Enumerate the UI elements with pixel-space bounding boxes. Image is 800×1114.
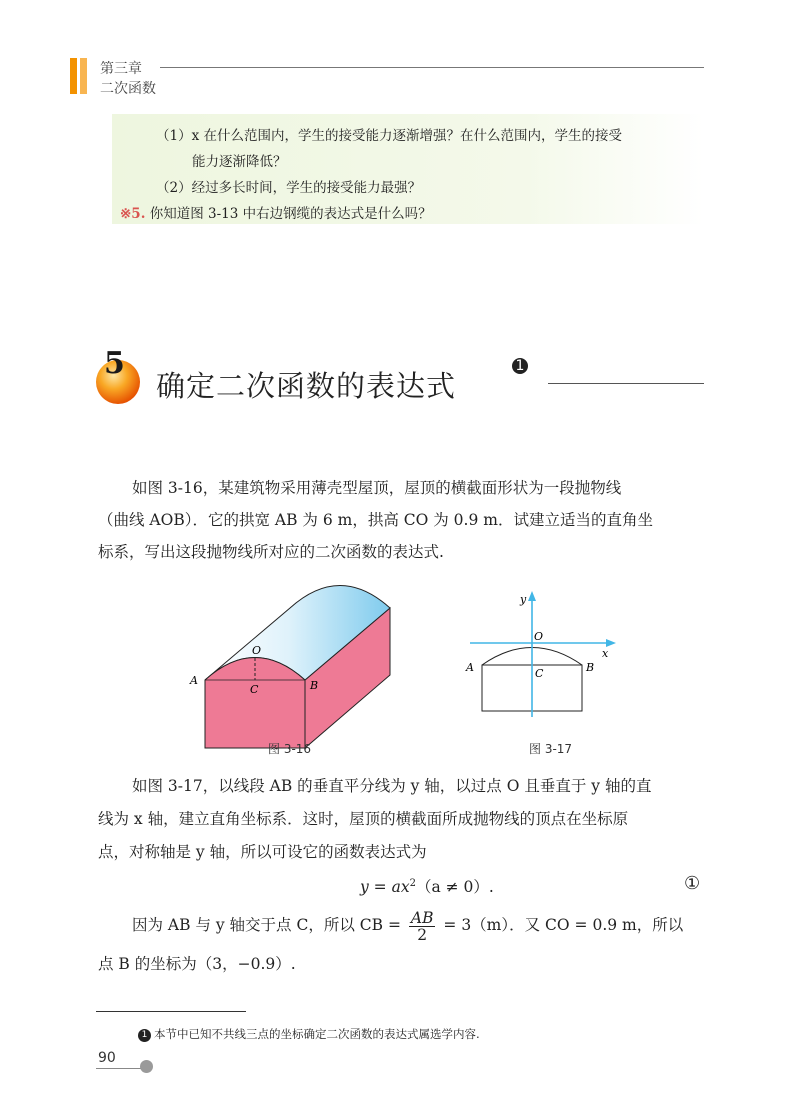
figure-3-17-caption: 图 3-17 [529, 742, 573, 756]
exercise-q5 [120, 202, 432, 222]
exercise-q5-text: 你知道图 3-13 中右边钢缆的表达式是什么吗？ [145, 206, 432, 222]
page-number: 90 [98, 1050, 116, 1066]
formula-1 [360, 868, 494, 903]
para3-line1-a: 因为 AB 与 y 轴交于点 C，所以 CB = [132, 916, 401, 934]
fig16-label-C: C [250, 683, 259, 696]
fig17-label-x: x [602, 647, 609, 660]
figure-3-16-caption: 图 3-16 [268, 742, 312, 756]
fig17-label-C: C [535, 667, 544, 680]
para3-line1-b: = 3（m）．又 CO = 0.9 m，所以 [443, 916, 684, 934]
para3-line2: 点 B 的坐标为（3，−0.9）. [98, 955, 296, 973]
para2-line2: 线为 x 轴，建立直角坐标系．这时，屋顶的横截面所成抛物线的顶点在坐标原 [98, 810, 629, 828]
fig17-label-B: B [586, 661, 595, 674]
exercise-q1-line2: 能力逐渐降低？ [192, 154, 287, 170]
formula-number: ① [684, 873, 701, 894]
figure-3-17 [460, 585, 630, 720]
para2-line3: 点，对称轴是 y 轴，所以可设它的函数表达式为 [98, 843, 427, 861]
fraction-ab-over-2 [409, 910, 436, 943]
footnote [138, 1026, 480, 1042]
footnote-rule [96, 1011, 246, 1012]
para1-line3: 标系，写出这段抛物线所对应的二次函数的表达式. [98, 543, 444, 561]
header-accent-bar-light [80, 58, 87, 94]
fraction-denominator: 2 [417, 925, 428, 944]
header-accent-bar [70, 58, 77, 94]
fig16-label-O: O [252, 644, 262, 657]
formula-condition: （a ≠ 0）. [415, 878, 494, 897]
section-title: 确定二次函数的表达式 [156, 369, 457, 403]
chapter-title: 二次函数 [100, 81, 156, 97]
exercise-q1-line1: （1）x 在什么范围内，学生的接受能力逐渐增强？在什么范围内，学生的接受 [156, 128, 622, 144]
page-number-rule [96, 1068, 144, 1069]
fig16-label-A: A [190, 674, 198, 687]
formula-lhs: y = ax [360, 878, 410, 897]
header-rule [160, 67, 704, 68]
fig17-label-y: y [520, 593, 527, 606]
formula-exponent: 2 [409, 878, 416, 889]
fig16-label-B: B [310, 679, 319, 692]
exercise-q2: （2）经过多长时间，学生的接受能力最强？ [156, 180, 422, 196]
para2-line1: 如图 3-17，以线段 AB 的垂直平分线为 y 轴，以过点 O 且垂直于 y 轴的直 [132, 777, 652, 795]
footnote-mark: 1 [138, 1029, 151, 1042]
page-number-dot [140, 1060, 153, 1073]
fig17-label-A: A [466, 661, 474, 674]
para1-line1: 如图 3-16，某建筑物采用薄壳型屋顶，屋顶的横截面形状为一段抛物线 [132, 479, 622, 497]
fig17-label-O: O [534, 630, 544, 643]
section-rule [548, 383, 704, 384]
fraction-numerator: AB [410, 908, 434, 927]
chapter-label: 第三章 [100, 61, 142, 77]
para3-line1 [132, 906, 683, 944]
footnote-text: 本节中已知不共线三点的坐标确定二次函数的表达式属选学内容. [154, 1027, 480, 1041]
para1-line2: （曲线 AOB）．它的拱宽 AB 为 6 m，拱高 CO 为 0.9 m．试建立适当的直角坐 [98, 511, 653, 529]
section-number: 5 [104, 346, 125, 381]
exercise-q5-mark: ※5. [120, 206, 146, 222]
figure-3-16 [170, 580, 430, 760]
section-footnote-mark: 1 [512, 358, 528, 374]
